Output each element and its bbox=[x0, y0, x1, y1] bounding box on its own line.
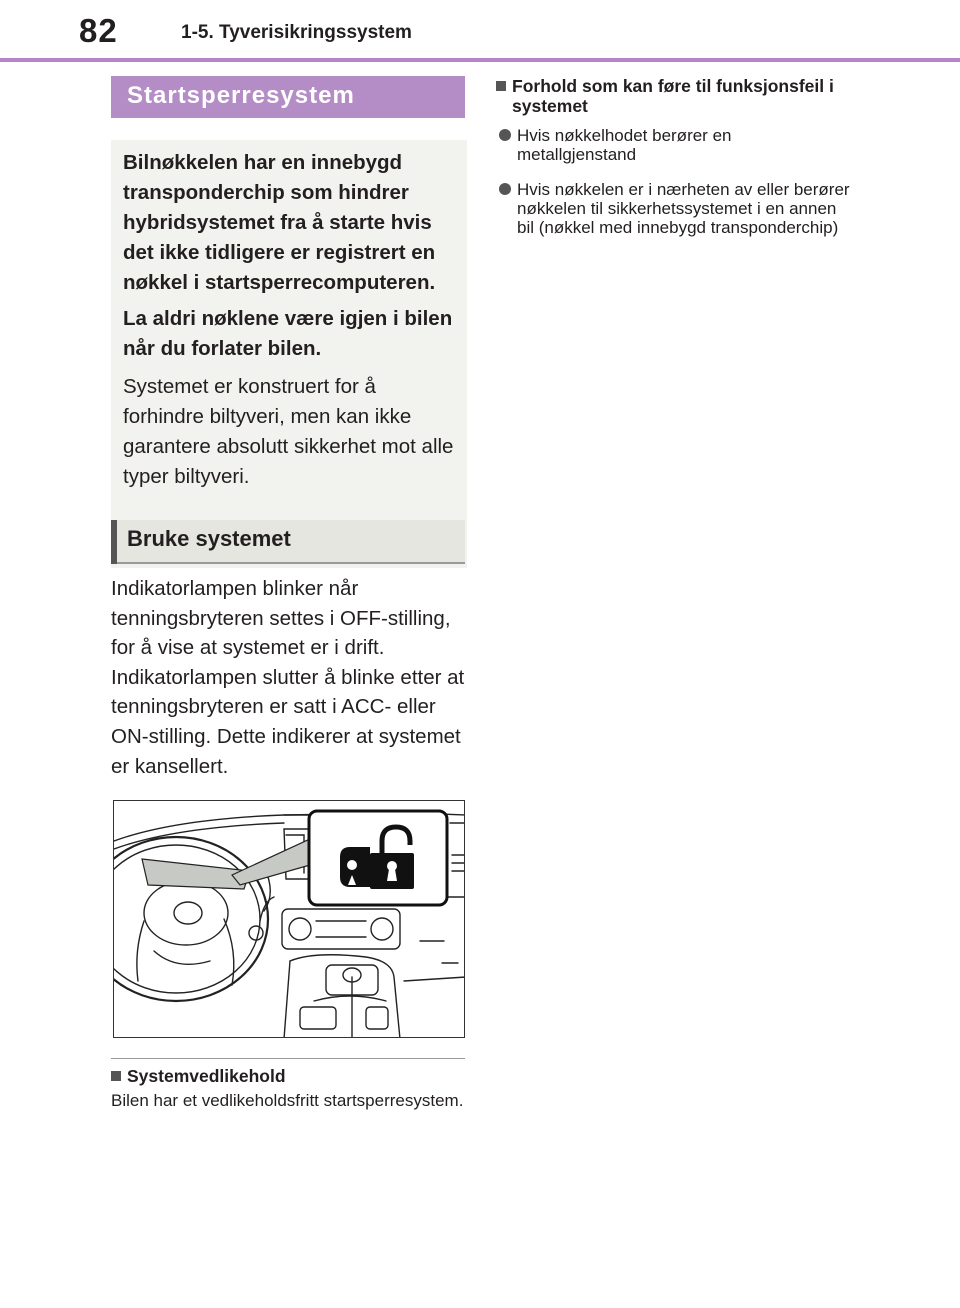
square-bullet-icon bbox=[496, 81, 506, 91]
intro-bold-1: Bilnøkkelen har en innebygd transponderchip som hindrer hybridsystemet fra å starte hvis det ikke tidligere er registrert en nøkkel i startsperrecomputeren. bbox=[123, 151, 436, 294]
subheading: Bruke systemet bbox=[111, 520, 465, 564]
page-header bbox=[0, 0, 960, 64]
section-title: Startsperresystem bbox=[111, 76, 465, 118]
body-text: Indikatorlampen blinker når tenningsbryteren settes i OFF-stilling, for å vise at systemet er i drift. Indikatorlampen slutter å blinke etter at tenningsbryteren er satt i ACC- eller ON-stilling. Dette indikerer at systemet er kansellert. bbox=[111, 577, 465, 778]
intro-normal: Systemet er konstruert for å forhindre biltyveri, men kan ikke garantere absolutt sikkerhet mot alle typer biltyveri. bbox=[123, 375, 454, 488]
dashboard-illustration bbox=[113, 800, 465, 1038]
note-heading bbox=[111, 1066, 286, 1087]
intro-bold-2: La aldri nøklene være igjen i bilen når du forlater bilen. bbox=[123, 307, 453, 360]
section-label: 1-5. Tyverisikringssystem bbox=[181, 22, 412, 43]
round-bullet-icon bbox=[499, 183, 511, 195]
note-body: Bilen har et vedlikeholdsfritt startsperresystem. bbox=[111, 1091, 464, 1110]
dashboard-drawing bbox=[114, 801, 465, 1038]
header-rule bbox=[0, 58, 960, 62]
round-bullet-icon bbox=[499, 129, 511, 141]
list-item-text: Hvis nøkkelen er i nærheten av eller berører nøkkelen til sikkerhetssystemet i en annen bil (nøkkel med innebygd transponderchip) bbox=[517, 180, 850, 237]
page-number: 82 bbox=[79, 12, 118, 49]
list-item-text: Hvis nøkkelhodet berører en metallgjenstand bbox=[517, 126, 732, 164]
divider bbox=[111, 1058, 465, 1059]
conditions-heading-text: Forhold som kan føre til funksjonsfeil i systemet bbox=[512, 76, 834, 116]
conditions-heading bbox=[496, 76, 856, 116]
intro-box bbox=[111, 140, 467, 568]
note-heading-text: Systemvedlikehold bbox=[127, 1066, 286, 1086]
square-bullet-icon bbox=[111, 1071, 121, 1081]
